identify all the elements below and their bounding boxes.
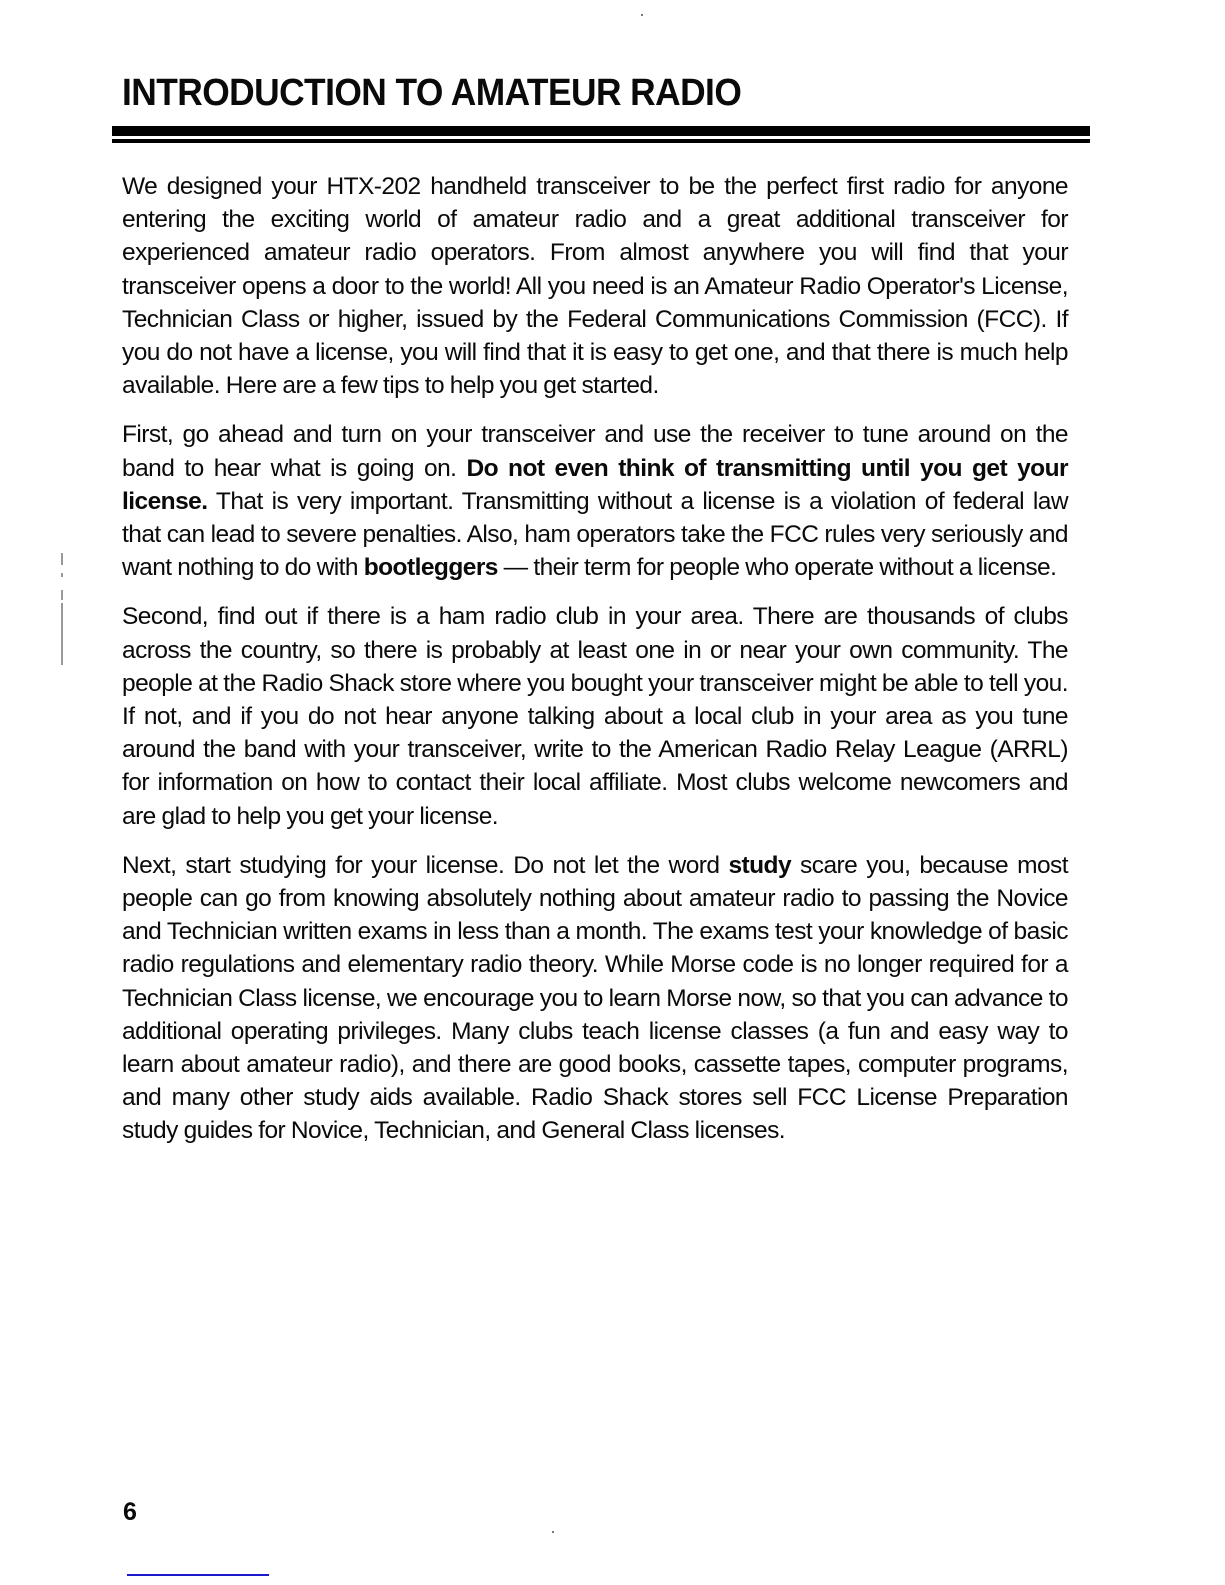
paragraph-first [122,418,1068,584]
link-underline[interactable] [127,1574,269,1576]
margin-scan-mark [61,553,63,565]
paragraph-next [122,849,1068,1148]
title-rule-thick [112,126,1090,136]
emphasis-bootleggers: bootleggers [363,554,498,582]
paragraph-text: That is very important. Transmitting without a license is a violation of federal law that can lead to severe penalties. Also, ham operators take the FCC rules very seriously and want nothing to do with [122,487,1068,582]
paragraph-text: First, go ahead and turn on your transceiver and use the receiver to tune around on the band to hear what is going on. [122,421,1068,482]
body-text [122,170,1068,1164]
emphasis-warning: Do not even think of transmitting until you get your license. [122,454,1068,515]
page-title: INTRODUCTION TO AMATEUR RADIO [122,72,742,114]
scan-speck [552,1531,554,1533]
margin-scan-mark [61,590,63,600]
paragraph-text: Next, start studying for your license. Do not let the word [122,851,729,879]
page-number: 6 [123,1498,137,1526]
paragraph-text: We designed your HTX-202 handheld transceiver to be the perfect first radio for anyone entering the exciting world of amateur radio and a great additional transceiver for experienced amateur radio operators. From almost anywhere you will find that your transceiver opens a door to the world! All you need is an Amateur Radio Operator's License, Technician Class or higher, issued by the Federal Communications Commission (FCC). If you do not have a license, you will find that it is easy to get one, and that there is much help available. Here are a few tips to help you get started. [122,173,1068,400]
paragraph-second [122,600,1068,832]
title-rule-thin [112,139,1090,143]
scan-speck [641,14,643,16]
paragraph-text: scare you, because most people can go from knowing absolutely nothing about amateur radio to passing the Novice and Technician written exams in less than a month. The exams test your knowledge of basic radio regulations and elementary radio theory. While Morse code is no longer required for a Technician Class license, we encourage you to learn Morse now, so that you can advance to additional operating privileges. Many clubs teach license classes (a fun and easy way to learn about amateur radio), and there are good books, cassette tapes, computer programs, and many other study aids available. Radio Shack stores sell FCC License Preparation study guides for Novice, Technician, and General Class licenses. [122,851,1068,1145]
margin-scan-mark [61,573,63,577]
margin-scan-mark [61,603,63,665]
emphasis-study: study [728,851,792,879]
paragraph-text: — their term for people who operate without a license. [497,554,1057,582]
paragraph-text: Second, find out if there is a ham radio club in your area. There are thousands of clubs across the country, so there is probably at least one in or near your own community. The people at the Radio Shack store where you bought your transceiver might be able to tell you. If not, and if you do not hear anyone talking about a local club in your area as you tune around the band with your transceiver, write to the American Radio Relay League (ARRL) for information on how to contact their local affiliate. Most clubs welcome newcomers and are glad to help you get your license. [122,603,1068,830]
paragraph-intro [122,170,1068,402]
